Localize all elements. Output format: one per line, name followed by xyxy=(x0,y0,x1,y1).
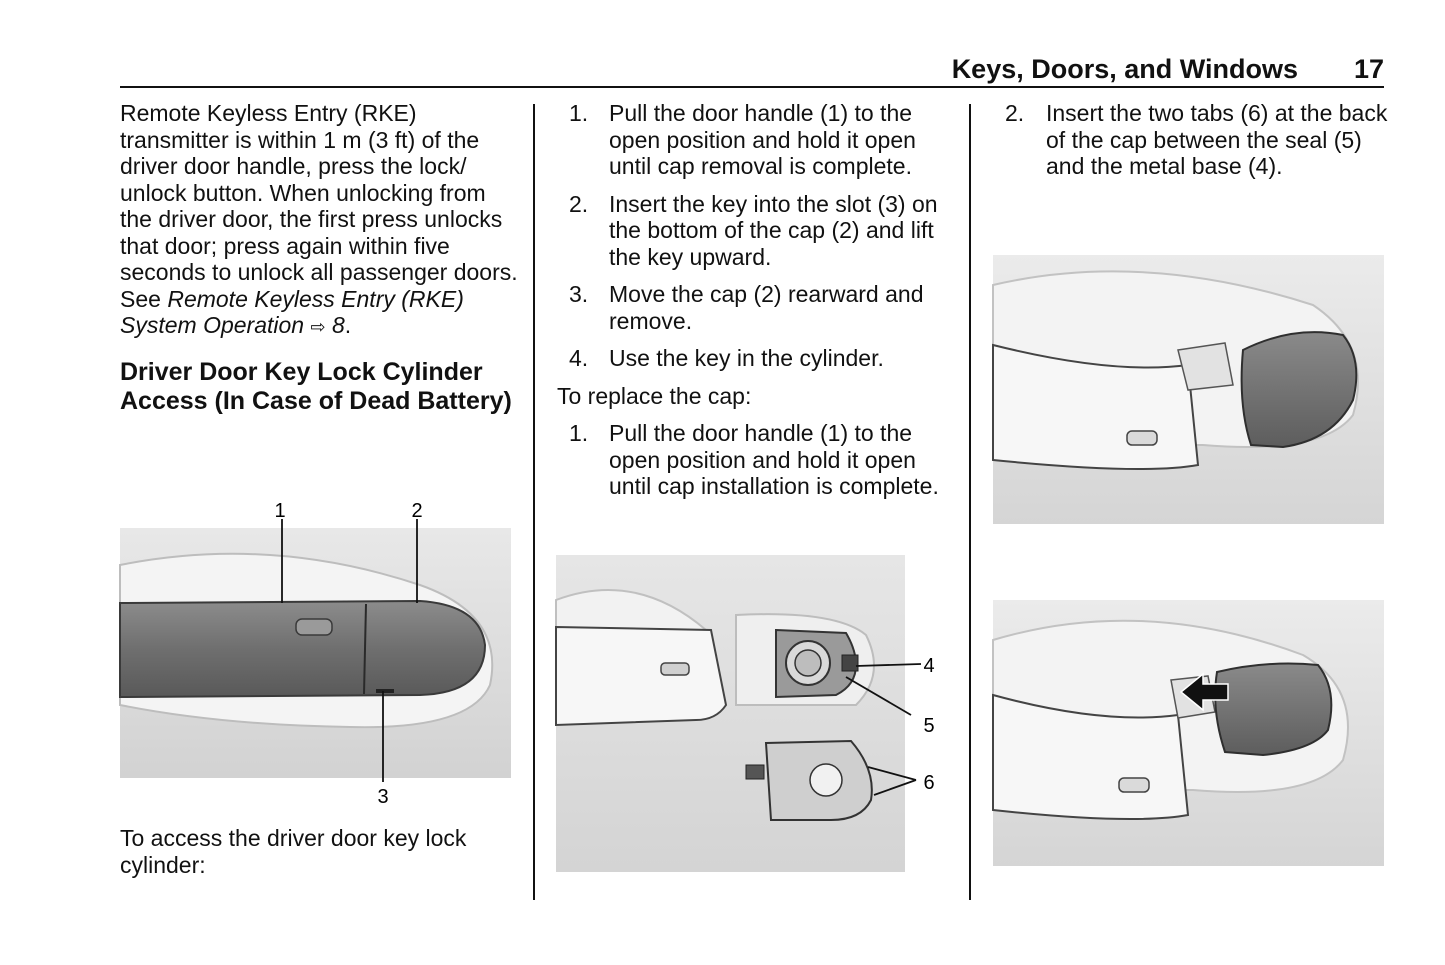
page-ref[interactable]: 8 xyxy=(331,312,345,338)
cross-reference-link[interactable]: Remote Keyless Entry (RKE) System Operation xyxy=(120,285,464,338)
column-2 xyxy=(557,100,952,500)
intro-paragraph: Remote Keyless Entry (RKE) transmitter is within 1 m (3 ft) of the driver door handle, press the lock/ unlock button. When unlocking from the driver door, the first press unlocks that door; press again within five seconds to unlock all passenger doors. See Remote Keyless Entry (RKE) System Operation ⇨ 8. xyxy=(120,100,518,338)
callout-3: 3 xyxy=(377,786,389,808)
page-ref-icon: ⇨ xyxy=(310,317,326,337)
list-item: 2. Insert the two tabs (6) at the back of the cap between the seal (5) and the metal base (4). xyxy=(1005,100,1388,179)
list-item: 1. Pull the door handle (1) to the open position and hold it open until cap installation is complete. xyxy=(569,420,939,499)
seal xyxy=(842,655,858,671)
callout-6: 6 xyxy=(923,772,935,794)
door-handle xyxy=(120,601,485,697)
cap-install-figure xyxy=(993,600,1384,868)
list-item: 3. Move the cap (2) rearward and remove. xyxy=(569,281,924,334)
door-handle xyxy=(556,627,726,725)
callout-2: 2 xyxy=(411,500,423,522)
callout-4: 4 xyxy=(923,655,935,677)
lock-cylinder-cover xyxy=(296,619,332,635)
section-title: Keys, Doors, and Windows xyxy=(951,54,1298,84)
section-heading: Driver Door Key Lock Cylinder Access (In Case of Dead Battery) xyxy=(120,357,512,415)
page-number: 17 xyxy=(1353,54,1384,84)
callout-5: 5 xyxy=(923,715,935,737)
cap-removed-figure xyxy=(993,255,1384,525)
column-divider xyxy=(533,104,535,900)
door-handle-figure xyxy=(120,495,520,815)
column-1 xyxy=(120,100,520,417)
key-slot xyxy=(376,689,394,693)
list-item: 2. Insert the key into the slot (3) on the bottom of the cap (2) and lift the key upward. xyxy=(569,190,938,270)
metal-base xyxy=(1178,343,1233,390)
lock-cylinder-figure xyxy=(556,555,946,875)
column-3 xyxy=(1005,100,1390,180)
replace-intro: To replace the cap: xyxy=(557,382,752,409)
list-item: 4. Use the key in the cylinder. xyxy=(569,345,884,371)
replacement-cap xyxy=(1215,664,1331,755)
page-header xyxy=(120,52,1384,88)
access-paragraph: To access the driver door key lock cylinder: xyxy=(120,825,467,878)
list-item: 1. Pull the door handle (1) to the open position and hold it open until cap removal is complete. xyxy=(569,100,916,179)
column-divider xyxy=(969,104,971,900)
callout-1: 1 xyxy=(274,500,286,522)
